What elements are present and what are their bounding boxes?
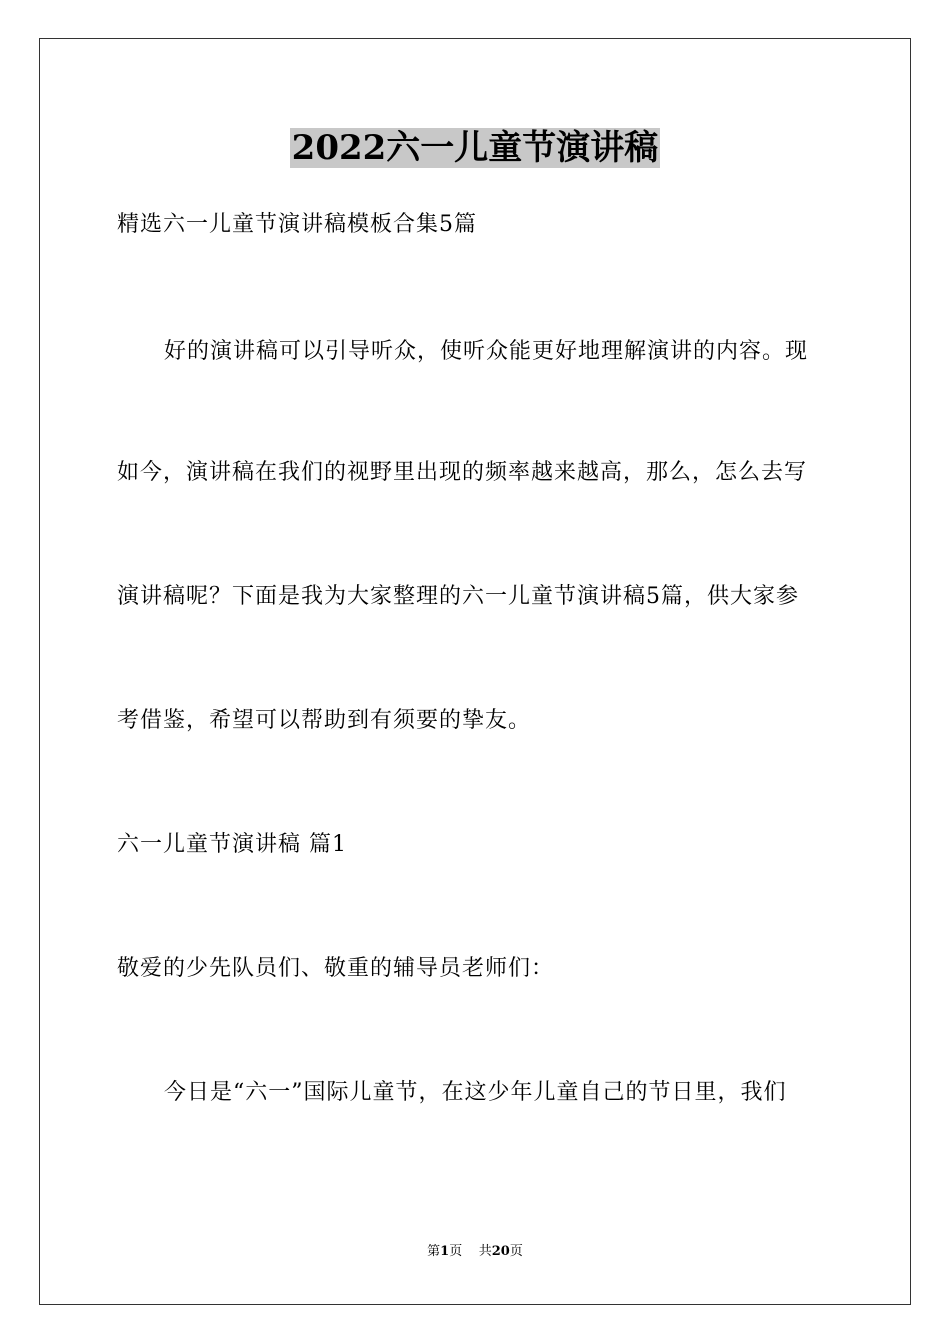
total-suffix: 页 — [509, 1244, 523, 1259]
document-title — [0, 125, 950, 171]
total-pages: 20 — [491, 1244, 510, 1259]
paragraph-line: 好的演讲稿可以引导听众，使听众能更好地理解演讲的内容。现 — [164, 339, 809, 364]
page-footer — [0, 1243, 950, 1261]
total-prefix: 共 — [478, 1244, 492, 1259]
section-heading: 六一儿童节演讲稿 篇1 — [117, 832, 347, 857]
page-suffix: 页 — [449, 1244, 463, 1259]
paragraph-line: 如今，演讲稿在我们的视野里出现的频率越来越高，那么，怎么去写 — [117, 460, 808, 485]
paragraph-line: 演讲稿呢？下面是我为大家整理的六一儿童节演讲稿5篇，供大家参 — [117, 584, 799, 609]
salutation: 敬爱的少先队员们、敬重的辅导员老师们： — [117, 956, 555, 981]
subtitle: 精选六一儿童节演讲稿模板合集5篇 — [117, 212, 477, 237]
document-title-text: 2022六一儿童节演讲稿 — [291, 128, 659, 168]
page-number: 1 — [440, 1244, 450, 1259]
paragraph-line: 今日是“六一”国际儿童节，在这少年儿童自己的节日里，我们 — [164, 1080, 787, 1105]
page-prefix: 第 — [427, 1244, 441, 1259]
paragraph-line: 考借鉴，希望可以帮助到有须要的挚友。 — [117, 708, 532, 733]
